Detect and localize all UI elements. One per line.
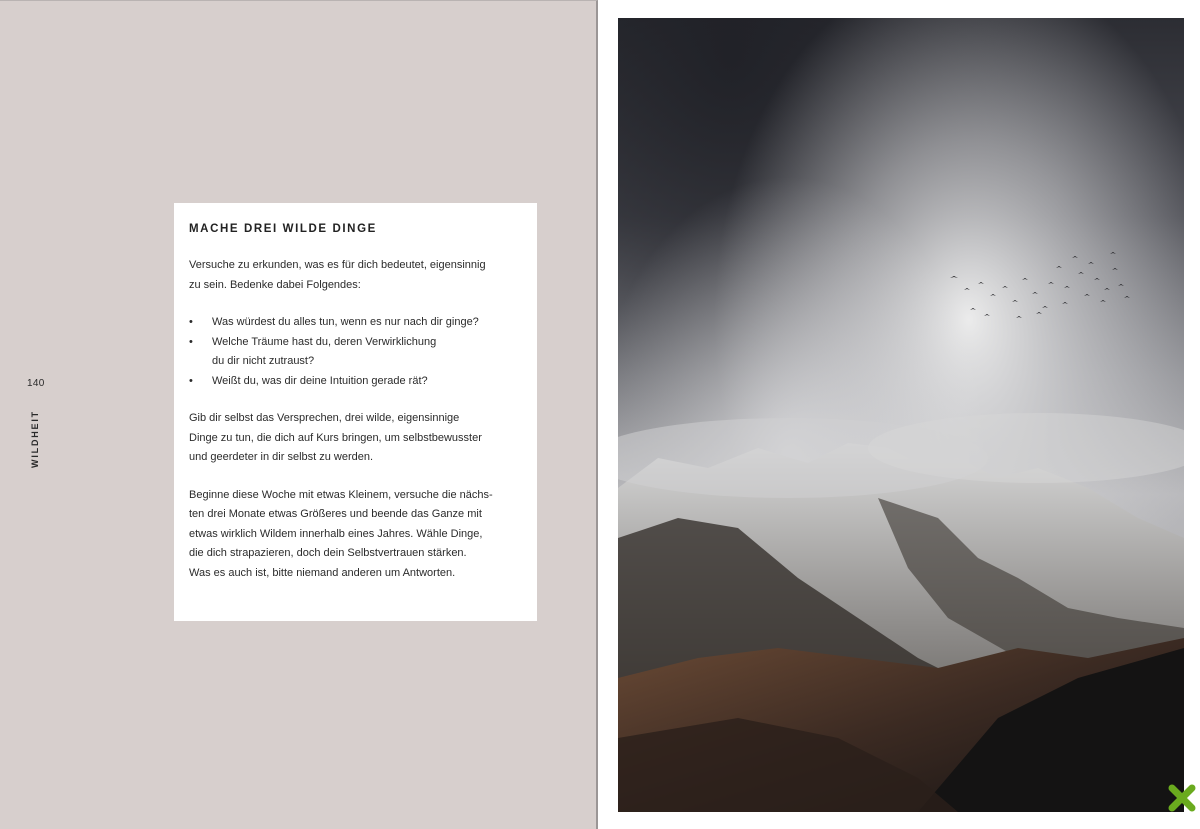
mountain-photo-image <box>618 18 1184 812</box>
intro-line: zu sein. Bedenke dabei Folgendes: <box>189 278 361 291</box>
paragraph-line: und geerdeter in dir selbst zu werden. <box>189 451 374 463</box>
list-item <box>189 313 523 333</box>
bullet-icon: • <box>189 374 193 387</box>
intro-paragraph <box>189 256 523 295</box>
paragraph-line: ten drei Monate etwas Größeres und beende das Ganze mit <box>189 508 482 520</box>
plan-paragraph <box>189 486 523 584</box>
running-head: WILDHEIT <box>30 410 40 468</box>
paragraph-line: Beginne diese Woche mit etwas Kleinem, versuche die nächs- <box>189 488 493 501</box>
right-page <box>600 0 1200 829</box>
list-item-text: du dir nicht zutraust? <box>212 355 315 367</box>
list-item <box>189 372 523 392</box>
list-item-text: Was würdest du alles tun, wenn es nur nach dir ginge? <box>212 316 479 328</box>
question-list <box>189 313 523 391</box>
list-item-text: Welche Träume hast du, deren Verwirklichung <box>212 335 437 348</box>
box-title: MACHE DREI WILDE DINGE <box>189 223 377 235</box>
paragraph-line: Was es auch ist, bitte niemand anderen um Antworten. <box>189 566 456 579</box>
bullet-icon: • <box>189 316 193 328</box>
paragraph-line: etwas wirklich Wildem innerhalb eines Jahres. Wähle Dinge, <box>189 527 483 540</box>
close-icon[interactable] <box>1168 784 1196 812</box>
promise-paragraph <box>189 409 523 468</box>
paragraph-line: die dich strapazieren, doch dein Selbstvertrauen stärken. <box>189 547 467 559</box>
intro-line: Versuche zu erkunden, was es für dich bedeutet, eigensinnig <box>189 259 486 271</box>
paragraph-line: Dinge zu tun, die dich auf Kurs bringen, um selbstbewusster <box>189 431 482 444</box>
page-number: 140 <box>27 378 45 389</box>
left-page <box>0 0 598 829</box>
bullet-icon: • <box>189 335 193 348</box>
paragraph-line: Gib dir selbst das Versprechen, drei wilde, eigensinnige <box>189 412 460 424</box>
list-item <box>189 333 523 372</box>
mountain-photo <box>618 18 1184 812</box>
list-item-text: Weißt du, was dir deine Intuition gerade rät? <box>212 374 428 387</box>
exercise-box <box>174 203 537 621</box>
